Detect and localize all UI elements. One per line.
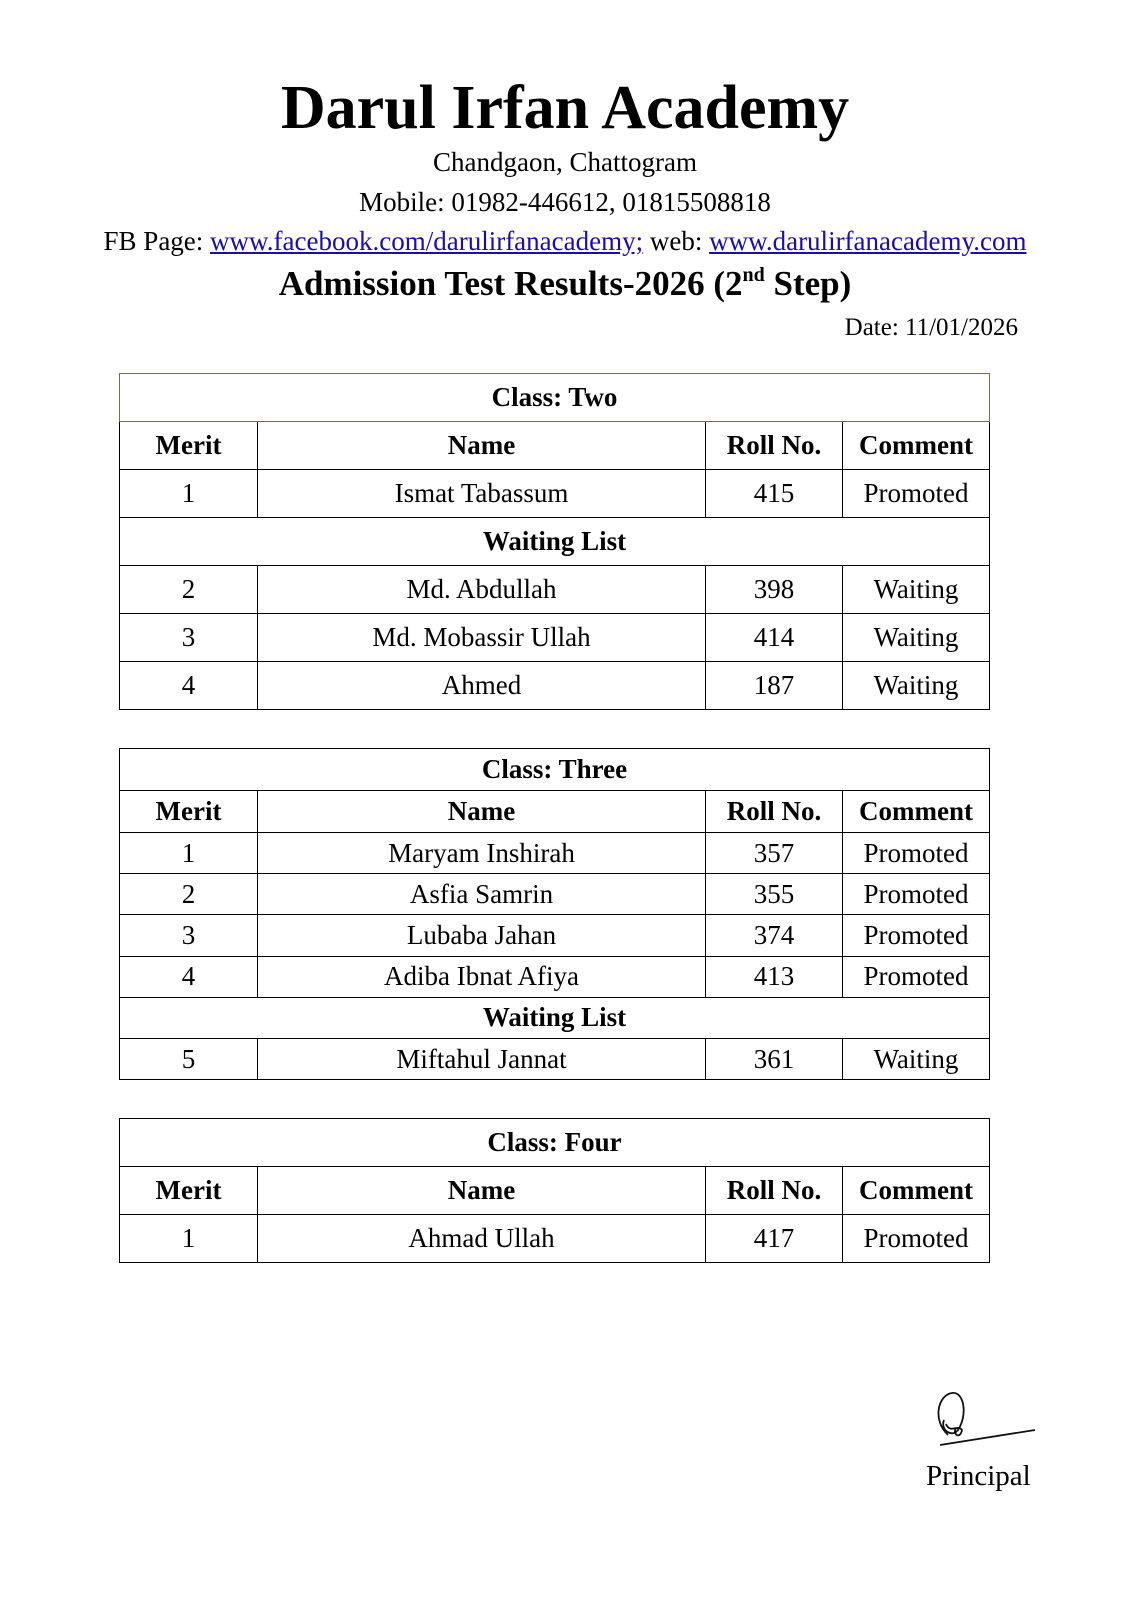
cell-name: Ahmed [258,662,706,710]
cell-name: Maryam Inshirah [258,833,706,874]
class-title: Class: Three [120,749,990,791]
cell-name: Md. Abdullah [258,566,706,614]
cell-comment: Promoted [843,1215,990,1263]
cell-merit: 3 [120,614,258,662]
results-heading [0,262,1130,306]
column-header-comment: Comment [843,791,990,833]
cell-name: Miftahul Jannat [258,1038,706,1079]
heading-text: Admission Test Results-2026 (2 [278,264,743,303]
cell-roll: 415 [706,470,843,518]
header-row [120,422,990,470]
column-header-roll: Roll No. [706,1167,843,1215]
table-row [120,1215,990,1263]
table-row [120,1038,990,1079]
section-label: Waiting List [120,997,990,1038]
column-header-roll: Roll No. [706,791,843,833]
column-header-merit: Merit [120,1167,258,1215]
cell-name: Ahmad Ullah [258,1215,706,1263]
cell-name: Md. Mobassir Ullah [258,614,706,662]
cell-roll: 374 [706,915,843,956]
table-row [120,915,990,956]
cell-merit: 1 [120,1215,258,1263]
header-row [120,791,990,833]
class-title: Class: Four [120,1119,990,1167]
header-row [120,1167,990,1215]
cell-roll: 357 [706,833,843,874]
cell-comment: Promoted [843,874,990,915]
cell-roll: 187 [706,662,843,710]
mobile-numbers: Mobile: 01982-446612, 01815508818 [359,187,771,217]
cell-merit: 4 [120,956,258,997]
cell-comment: Waiting [843,614,990,662]
links-line [0,225,1130,257]
cell-comment: Promoted [843,833,990,874]
cell-comment: Promoted [843,915,990,956]
cell-merit: 4 [120,662,258,710]
table-row [120,874,990,915]
table-row [120,662,990,710]
class-results-table [119,1118,990,1263]
cell-name: Ismat Tabassum [258,470,706,518]
waiting-list-row [120,518,990,566]
cell-name: Lubaba Jahan [258,915,706,956]
cell-roll: 417 [706,1215,843,1263]
cell-roll: 355 [706,874,843,915]
cell-roll: 414 [706,614,843,662]
cell-merit: 2 [120,874,258,915]
cell-merit: 1 [120,833,258,874]
column-header-name: Name [258,1167,706,1215]
column-header-comment: Comment [843,422,990,470]
web-label: web: [643,226,710,256]
fb-label: FB Page: [103,226,211,256]
cell-comment: Waiting [843,566,990,614]
cell-roll: 398 [706,566,843,614]
table-row [120,470,990,518]
heading-superscript: nd [742,264,765,286]
table-row [120,833,990,874]
cell-comment: Promoted [843,956,990,997]
academy-title: Darul Irfan Academy [280,74,850,142]
cell-merit: 1 [120,470,258,518]
cell-merit: 3 [120,915,258,956]
class-title-row [120,749,990,791]
cell-roll: 413 [706,956,843,997]
cell-merit: 5 [120,1038,258,1079]
address: Chandgaon, Chattogram [433,147,697,177]
waiting-list-row [120,997,990,1038]
table-row [120,956,990,997]
class-results-table [119,748,990,1080]
cell-name: Asfia Samrin [258,874,706,915]
class-title-row [120,1119,990,1167]
cell-name: Adiba Ibnat Afiya [258,956,706,997]
column-header-name: Name [258,422,706,470]
column-header-comment: Comment [843,1167,990,1215]
section-label: Waiting List [120,518,990,566]
heading-text-end: Step) [764,264,852,303]
cell-comment: Waiting [843,662,990,710]
website-link[interactable]: www.darulirfanacademy.com [709,226,1027,256]
facebook-link[interactable]: www.facebook.com/darulirfanacademy; [210,226,644,256]
class-title-row [120,374,990,422]
table-row [120,614,990,662]
cell-roll: 361 [706,1038,843,1079]
cell-comment: Waiting [843,1038,990,1079]
column-header-merit: Merit [120,791,258,833]
cell-comment: Promoted [843,470,990,518]
class-title: Class: Two [120,374,990,422]
date: Date: 11/01/2026 [844,314,1018,341]
column-header-roll: Roll No. [706,422,843,470]
column-header-name: Name [258,791,706,833]
cell-merit: 2 [120,566,258,614]
principal-label: Principal [926,1460,1031,1492]
column-header-merit: Merit [120,422,258,470]
class-results-table [119,373,990,710]
table-row [120,566,990,614]
principal-signature [930,1390,1040,1455]
